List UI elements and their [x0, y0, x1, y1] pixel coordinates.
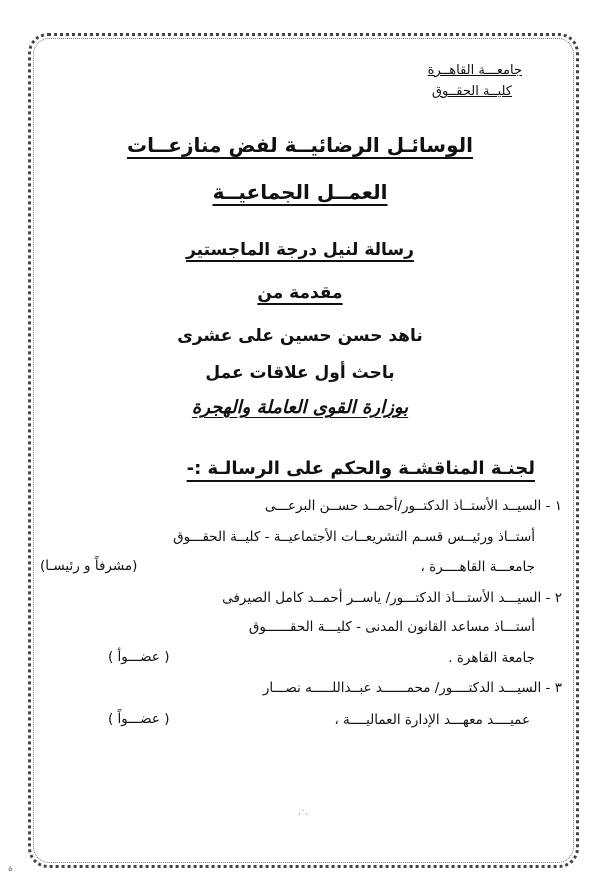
author-position: باحث أول علاقات عمل	[205, 363, 395, 383]
member-1-name: ١ - السيــد الأستــاذ الدكتــور/أحمــد حســن البرعـــى	[264, 498, 562, 514]
page-border-inner	[33, 38, 574, 863]
submitted-by: مقدمة من	[257, 283, 343, 303]
thesis-title-line1: الوسائـل الرضائيــة لفض منازعــات	[127, 133, 473, 157]
member-1-affiliation: جامعـــة القاهــــرة ،	[420, 559, 535, 575]
member-2-role: ( عضـــوأ )	[108, 649, 170, 665]
thesis-purpose: رسالة لنيل درجة الماجستير	[186, 240, 414, 260]
scan-speck: ·˙·	[298, 810, 309, 820]
member-2-title: أستـــاذ مساعد القانون المدنى - كليـــة الحقــــــوق	[248, 619, 535, 635]
scan-speck: ﺓ	[8, 864, 13, 874]
thesis-title-line2: العمــل الجماعيــة	[212, 180, 388, 204]
committee-heading: لجنـة المناقشـة والحكم على الرسالـة :-	[186, 458, 535, 479]
author-name: ناهد حسن حسين على عشرى	[177, 326, 423, 346]
member-2-name: ٢ - السيـــد الأستـــاذ الدكتـــور/ ياســر أحمــد كامل الصيرفى	[222, 590, 562, 606]
ministry-name: بوزارة القوى العاملة والهجرة	[191, 397, 409, 418]
faculty-name: كليــة الحقــوق	[431, 84, 512, 99]
member-3-name: ٣ - السيـــد الدكتــــور/ محمــــــد عبــداللـــــه نصـــار	[262, 680, 562, 696]
university-name: جامعـــة القاهــرة	[427, 63, 522, 78]
member-3-role: ( عضـــواً )	[108, 711, 170, 727]
member-3-title: عميــــد معهـــد الإدارة العماليــــة ،	[334, 712, 530, 728]
member-1-role: (مشرفاً و رئيسـا)	[40, 558, 138, 574]
member-2-affiliation: جامعة القاهرة .	[448, 650, 535, 666]
member-1-title: أستــاذ ورئيــس قسـم التشريعــات الأجتماعيــة - كليــة الحقـــوق	[173, 529, 535, 545]
